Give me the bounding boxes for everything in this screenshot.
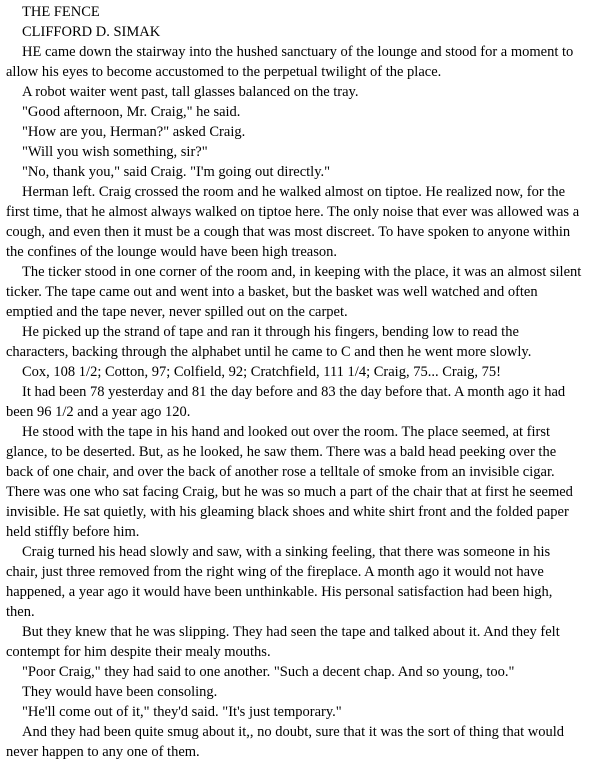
- paragraph: Craig turned his head slowly and saw, with a sinking feeling, that there was someone in his chair, just three removed from the right wing of the fireplace. A month ago it would not have happened, a year ago it would have been unthinkable. His personal satisfaction had been high, then.: [6, 544, 553, 620]
- paragraph: HE came down the stairway into the hushed sanctuary of the lounge and stood for a moment to allow his eyes to become accustomed to the perpetual twilight of the place.: [6, 44, 574, 80]
- paragraph: He stood with the tape in his hand and looked out over the room. The place seemed, at first glance, to be deserted. But, as he looked, he saw them. There was a bald head peeking over the back of one chair, and over the back of another rose a telltale of smoke from an invisible cigar. There was one who sat facing Craig, but he was so much a part of the chair that at first he seemed invisible. He sat quietly, with his gleaming black shoes and white shirt front and the folded paper held stiffly before him.: [6, 424, 573, 540]
- paragraph: Cox, 108 1/2; Cotton, 97; Colfield, 92; Cratchfield, 111 1/4; Craig, 75... Craig, 75!: [22, 364, 501, 380]
- paragraph: "How are you, Herman?" asked Craig.: [22, 124, 246, 140]
- story-title: THE FENCE: [22, 4, 100, 20]
- paragraph: They would have been consoling.: [22, 684, 218, 700]
- paragraph: Herman left. Craig crossed the room and he walked almost on tiptoe. He realized now, for the first time, that he almost always walked on tiptoe here. The only noise that ever was allowed was a cough, and even then it must be a cough that was most discreet. To have spoken to anyone within the confines of the lounge would have been high treason.: [6, 184, 580, 260]
- paragraph: And they had been quite smug about it,, no doubt, sure that it was the sort of thing that would never happen to any one of them.: [6, 724, 565, 760]
- paragraph: But they knew that he was slipping. They had seen the tape and talked about it. And they felt contempt for him despite their mealy mouths.: [6, 624, 560, 660]
- paragraph: "He'll come out of it," they'd said. "It's just temporary.": [22, 704, 342, 720]
- paragraph: "Good afternoon, Mr. Craig," he said.: [22, 104, 241, 120]
- paragraph: The ticker stood in one corner of the room and, in keeping with the place, it was an almost silent ticker. The tape came out and went into a basket, but the basket was well watched and often emptied and the tape never, never spilled out on the carpet.: [6, 264, 582, 320]
- paragraph: It had been 78 yesterday and 81 the day before and 83 the day before that. A month ago it had been 96 1/2 and a year ago 120.: [6, 384, 566, 420]
- paragraph: "No, thank you," said Craig. "I'm going out directly.": [22, 164, 331, 180]
- paragraph: "Poor Craig," they had said to one another. "Such a decent chap. And so young, too.": [22, 664, 515, 680]
- paragraph: He picked up the strand of tape and ran it through his fingers, bending low to read the characters, backing through the alphabet until he came to C and then he went more slowly.: [6, 324, 532, 360]
- story-author: CLIFFORD D. SIMAK: [22, 24, 161, 40]
- paragraph: A robot waiter went past, tall glasses balanced on the tray.: [22, 84, 359, 100]
- paragraph: "Will you wish something, sir?": [22, 144, 208, 160]
